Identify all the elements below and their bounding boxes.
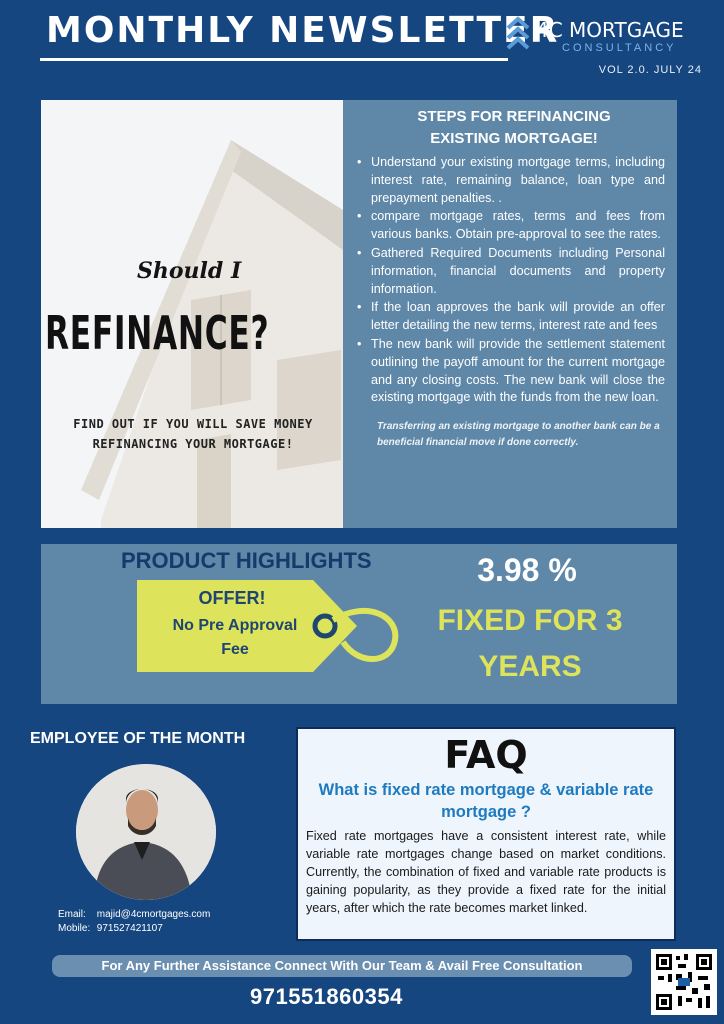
hero-headline: REFINANCE?	[45, 306, 270, 360]
hero-section	[41, 100, 677, 528]
offer-tag	[137, 580, 405, 676]
fixed-term-line1: FIXED FOR 3	[437, 604, 623, 637]
person-icon	[76, 764, 216, 900]
mobile-value[interactable]: 971527421107	[96, 923, 163, 934]
steps-title-line1: STEPS FOR REFINANCING	[417, 108, 611, 125]
employee-contact	[58, 908, 210, 936]
hero-kicker: Should I	[137, 258, 242, 284]
step-item: • compare mortgage rates, terms and fees from various banks. Obtain pre-approval to see the rates.	[351, 208, 665, 244]
newsletter-title: MONTHLY NEWSLETTER	[46, 10, 560, 51]
logo-name: 4C MORTGAGE	[536, 18, 684, 42]
company-logo	[506, 16, 716, 60]
email-label: Email:	[58, 909, 86, 920]
issue-volume: VOL 2.0. JULY 24	[598, 64, 702, 76]
logo-subtitle: CONSULTANCY	[562, 42, 677, 54]
faq-title: FAQ	[444, 733, 528, 777]
step-item: • Understand your existing mortgage terms, including interest rate, remaining balance, loan type and prepayment penalties. .	[351, 154, 665, 207]
steps-note: Transferring an existing mortgage to another bank can be a beneficial financial move if done correctly.	[377, 421, 660, 449]
step-item: • If the loan approves the bank will provide an offer letter detailing the new terms, interest rate and fees	[351, 299, 665, 335]
faq-answer: Fixed rate mortgages have a consistent interest rate, while variable rate mortgages change based on market conditions. Currently, the combination of fixed and variable rate products is gaining popularity, as they provide a fixed rate for the initial years, after which the rate becomes market linked.	[306, 829, 666, 915]
offer-label: OFFER!	[198, 588, 266, 608]
chevron-stack-icon	[506, 16, 530, 52]
fixed-term-line2: YEARS	[478, 650, 582, 683]
qr-code-icon[interactable]	[651, 949, 717, 1015]
email-row	[58, 908, 210, 922]
fixed-term	[413, 598, 647, 690]
refinance-steps-panel	[343, 100, 677, 528]
title-underline	[40, 58, 508, 61]
house-image	[41, 100, 343, 528]
highlights-title: PRODUCT HIGHLIGHTS	[121, 548, 372, 573]
interest-rate: 3.98 %	[477, 552, 577, 588]
hero-tagline: FIND OUT IF YOU WILL SAVE MONEY REFINANCING YOUR MORTGAGE!	[73, 417, 313, 451]
offer-text	[147, 614, 323, 662]
steps-title	[351, 106, 665, 150]
consultation-banner: For Any Further Assistance Connect With Our Team & Avail Free Consultation	[52, 955, 632, 977]
email-value[interactable]: majid@4cmortgages.com	[96, 909, 211, 920]
steps-title-line2: EXISTING MORTGAGE!	[430, 130, 598, 147]
offer-text-line1: No Pre Approval	[172, 617, 298, 634]
product-highlights	[41, 544, 677, 704]
faq-box	[296, 727, 676, 941]
employee-photo	[76, 764, 216, 900]
offer-text-line2: Fee	[221, 641, 249, 658]
step-item: • The new bank will provide the settlement statement outlining the payoff amount for the current mortgage and any closing costs. The new bank will close the existing mortgage with the funds from the new loan.	[351, 336, 665, 407]
employee-of-month-title: EMPLOYEE OF THE MONTH	[30, 730, 246, 747]
steps-list	[351, 154, 665, 407]
faq-question: What is fixed rate mortgage & variable rate mortgage ?	[318, 781, 654, 821]
step-item: • Gathered Required Documents including Personal information, financial documents and property information.	[351, 245, 665, 298]
mobile-row	[58, 922, 210, 936]
mobile-label: Mobile:	[58, 923, 91, 934]
contact-phone[interactable]: 971551860354	[250, 984, 403, 1009]
qr-code-graphic	[654, 952, 714, 1012]
